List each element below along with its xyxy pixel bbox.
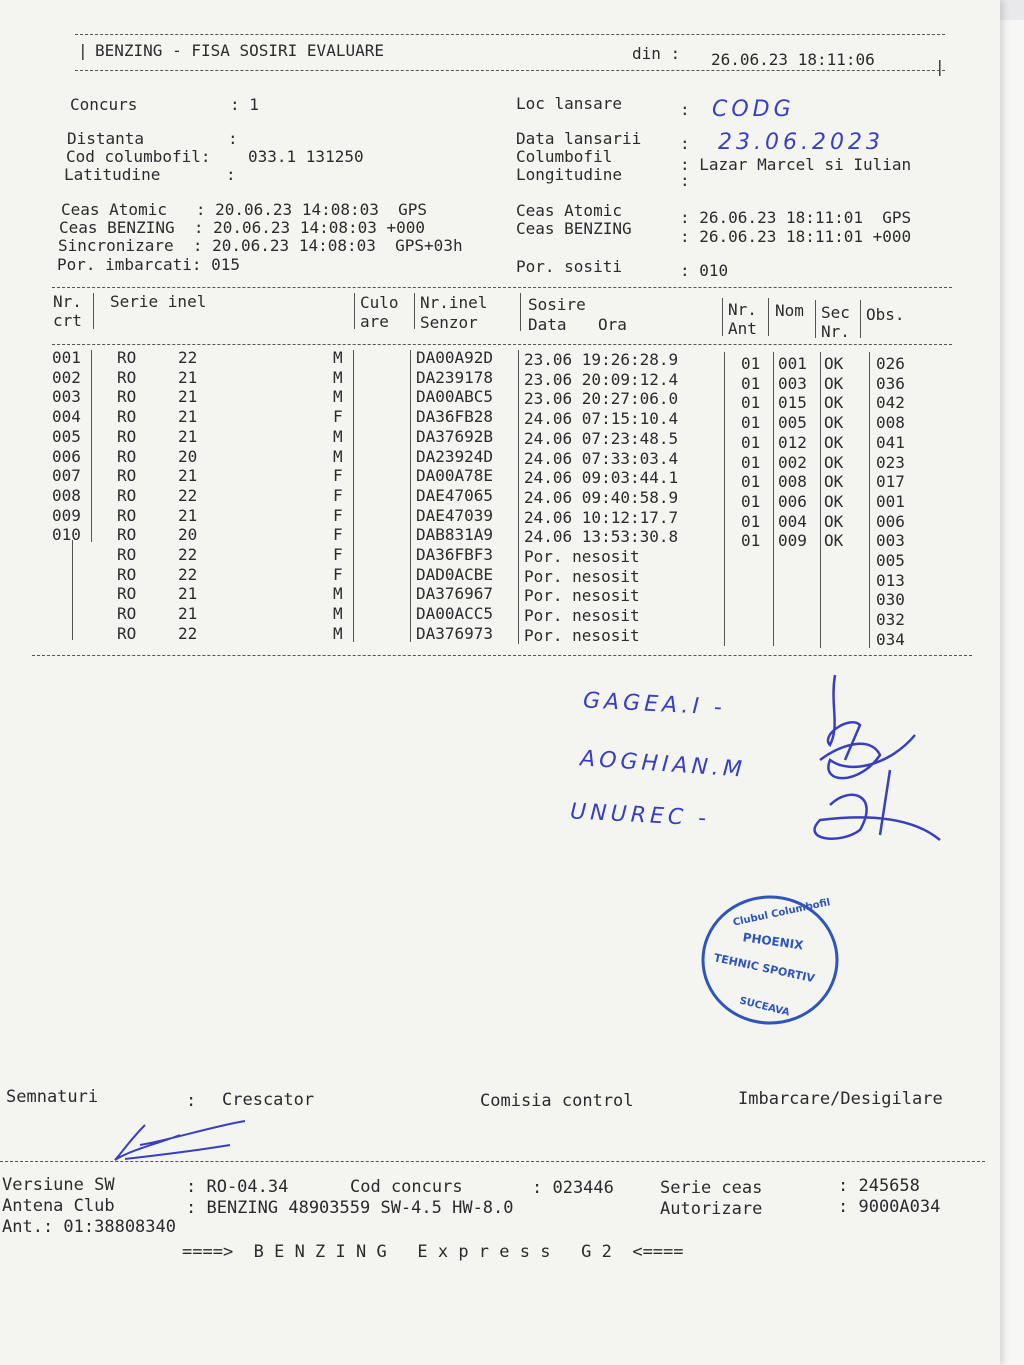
- row-year: 20: [178, 525, 198, 545]
- row-year: 21: [178, 466, 198, 486]
- columbofil-label: Columbofil: [516, 147, 613, 166]
- porumbei-sositi-value: : 010: [680, 261, 729, 280]
- body-divider-3: [410, 350, 411, 642]
- row-sensor-id: DAE47065: [416, 485, 494, 505]
- col-ora-header: Ora: [598, 315, 627, 334]
- handwritten-name-1: GAGEA.I -: [582, 688, 727, 721]
- semnaturi-sep: :: [186, 1091, 197, 1111]
- loc-lansare-handwritten: CODG: [712, 97, 795, 122]
- comisia-control-label: Comisia control: [480, 1091, 634, 1111]
- row-nom: 008: [778, 472, 807, 492]
- row-country: RO: [117, 505, 137, 525]
- row-obs: 026: [876, 354, 905, 373]
- row-obs: 003: [876, 531, 905, 551]
- row-arrival: 24.06 09:40:58.9: [524, 487, 679, 507]
- crescator-label: Crescator: [222, 1090, 315, 1110]
- row-sec: OK: [824, 432, 844, 452]
- row-obs: 008: [876, 413, 905, 433]
- semnaturi-label: Semnaturi: [6, 1087, 99, 1107]
- serie-ceas-value: : 245658: [838, 1176, 920, 1196]
- row-sensor-id: DA376973: [416, 623, 494, 643]
- row-sensor-id: DA00ABC5: [416, 387, 494, 407]
- stamp-line2: TEHNIC SPORTIV: [712, 951, 816, 986]
- row-sex: M: [333, 426, 343, 446]
- row-country: RO: [117, 407, 137, 427]
- row-antenna: 01: [741, 432, 761, 452]
- antena-club-label: Antena Club: [2, 1196, 115, 1216]
- col-senzor-header: Senzor: [420, 313, 478, 332]
- concurs-label: Concurs: [70, 95, 138, 114]
- row-nom: 005: [778, 413, 807, 433]
- row-nr: 004: [52, 407, 81, 427]
- header-rule-bottom: [75, 70, 945, 71]
- versiune-sw-label: Versiune SW: [2, 1175, 115, 1195]
- header-din-label: din :: [632, 44, 681, 63]
- data-lansarii-handwritten: 23.06.2023: [718, 130, 884, 155]
- cod-concurs-label: Cod concurs: [350, 1177, 463, 1197]
- row-arrival: 23.06 20:09:12.4: [524, 369, 679, 389]
- row-year: 21: [178, 604, 198, 624]
- row-sec: OK: [824, 413, 844, 433]
- sincronizare-line: Sincronizare : 20.06.23 14:08:03 GPS+03h: [58, 236, 463, 255]
- row-obs: 036: [876, 373, 905, 393]
- row-obs: 041: [876, 432, 905, 452]
- row-sex: M: [333, 623, 343, 643]
- ceas-atomic-end-value: : 26.06.23 18:11:01 GPS: [680, 208, 912, 227]
- col-culo-header: Culo: [360, 293, 399, 312]
- row-sensor-id: DA376967: [416, 584, 494, 604]
- row-country: RO: [117, 604, 137, 624]
- row-antenna: 01: [741, 413, 761, 433]
- row-arrival: 24.06 07:23:48.5: [524, 428, 679, 448]
- header-divider-3: [414, 293, 415, 329]
- row-obs: 032: [876, 610, 905, 630]
- row-year: 22: [178, 623, 198, 643]
- autorizare-label: Autorizare: [660, 1199, 763, 1219]
- antenna-id: Ant.: 01:38808340: [2, 1217, 176, 1237]
- col-secnr-header: Nr.: [821, 322, 850, 341]
- row-sensor-id: DA239178: [416, 367, 494, 387]
- row-obs: 023: [876, 452, 905, 472]
- row-arrival: Por. nesosit: [524, 547, 640, 566]
- row-sex: F: [333, 466, 343, 486]
- row-arrival: Por. nesosit: [524, 566, 640, 586]
- row-nr: 002: [52, 367, 81, 387]
- distanta-value: :: [228, 129, 238, 148]
- table-header-rule-top: [52, 287, 952, 288]
- col-sec-header: Sec: [821, 303, 850, 322]
- header-divider-2: [354, 293, 355, 329]
- row-sec: OK: [824, 452, 844, 472]
- row-year: 20: [178, 446, 198, 466]
- col-obs-header: Obs.: [866, 305, 905, 324]
- row-sex: M: [333, 604, 343, 624]
- stamp-bottom-text: SUCEAVA: [738, 995, 791, 1019]
- concurs-value: : 1: [230, 95, 259, 114]
- row-antenna: 01: [741, 491, 761, 511]
- header-datetime: 26.06.23 18:11:06: [711, 50, 875, 69]
- row-year: 22: [178, 348, 198, 367]
- row-year: 21: [178, 387, 198, 407]
- longitudine-label: Longitudine: [516, 165, 622, 184]
- latitudine-label: Latitudine: [64, 165, 161, 184]
- row-country: RO: [117, 387, 137, 407]
- row-arrival: 23.06 19:26:28.9: [524, 350, 679, 369]
- row-nom: 012: [778, 432, 807, 452]
- row-sensor-id: DA00ACC5: [416, 604, 494, 624]
- row-obs: 001: [876, 491, 905, 511]
- row-obs: 013: [876, 570, 905, 590]
- row-sec: OK: [824, 531, 844, 551]
- row-antenna: 01: [741, 511, 761, 531]
- columbofil-value: : Lazar Marcel si Iulian: [680, 155, 912, 174]
- row-nr: 010: [52, 525, 81, 545]
- header-divider-8: [860, 300, 861, 338]
- row-nr: 005: [52, 426, 81, 446]
- table-header-rule-bottom: [52, 344, 952, 345]
- row-antenna: 01: [741, 373, 761, 393]
- row-country: RO: [117, 584, 137, 604]
- body-divider-5: [724, 352, 725, 646]
- ceas-benzing-start: Ceas BENZING : 20.06.23 14:08:03 +000: [59, 218, 426, 237]
- row-country: RO: [117, 623, 137, 643]
- row-sex: F: [333, 564, 343, 584]
- row-obs: 042: [876, 393, 905, 413]
- handwritten-name-2: AOGHIAN.M: [579, 746, 747, 783]
- row-country: RO: [117, 426, 137, 446]
- data-lansarii-sep: :: [680, 134, 690, 153]
- row-arrival: 24.06 07:15:10.4: [524, 409, 679, 429]
- row-country: RO: [117, 564, 137, 584]
- document-title: BENZING - FISA SOSIRI EVALUARE: [95, 41, 384, 60]
- col-ant-header: Ant: [728, 319, 757, 338]
- row-nom: 001: [778, 354, 807, 373]
- row-sec: OK: [824, 393, 844, 413]
- row-nr: 003: [52, 387, 81, 407]
- row-arrival: 24.06 13:53:30.8: [524, 527, 679, 547]
- row-nom: 003: [778, 373, 807, 393]
- imbarcare-desigilare-label: Imbarcare/Desigilare: [738, 1089, 943, 1109]
- body-divider-1b: [72, 540, 73, 640]
- col-nrinel-header: Nr.inel: [420, 293, 488, 312]
- row-sex: M: [333, 584, 343, 604]
- row-sec: OK: [824, 354, 844, 373]
- row-nr: 008: [52, 485, 81, 505]
- row-sensor-id: DAB831A9: [416, 525, 494, 545]
- latitudine-value: :: [226, 165, 236, 184]
- row-obs: 006: [876, 511, 905, 531]
- row-sensor-id: DA23924D: [416, 446, 494, 466]
- row-sex: M: [333, 348, 343, 367]
- loc-lansare-sep: :: [680, 100, 690, 119]
- col-nrant-header: Nr.: [728, 300, 757, 319]
- row-arrival: 24.06 07:33:03.4: [524, 448, 679, 468]
- row-nom: 015: [778, 393, 807, 413]
- ceas-atomic-start: Ceas Atomic : 20.06.23 14:08:03 GPS: [61, 200, 428, 219]
- row-country: RO: [117, 367, 137, 387]
- row-sex: F: [333, 485, 343, 505]
- row-sex: M: [333, 446, 343, 466]
- row-arrival: Por. nesosit: [524, 606, 640, 626]
- row-sec: OK: [824, 491, 844, 511]
- row-sex: F: [333, 525, 343, 545]
- benzing-banner: ====> B E N Z I N G E x p r e s s G 2 <====: [182, 1242, 684, 1262]
- cod-columbofil-label: Cod columbofil:: [66, 147, 211, 166]
- row-country: RO: [117, 525, 137, 545]
- header-bar-left: |: [78, 41, 88, 60]
- row-year: 22: [178, 564, 198, 584]
- cod-concurs-value: : 023446: [532, 1178, 614, 1198]
- row-antenna: 01: [741, 531, 761, 551]
- header-bar-right: |: [935, 57, 945, 76]
- row-year: 21: [178, 407, 198, 427]
- body-divider-7: [820, 352, 821, 648]
- row-nom: 009: [778, 531, 807, 551]
- row-obs: 017: [876, 472, 905, 492]
- club-stamp: [700, 893, 840, 1028]
- row-arrival: 24.06 09:03:44.1: [524, 468, 679, 488]
- row-antenna: 01: [741, 393, 761, 413]
- ceas-benzing-end-value: : 26.06.23 18:11:01 +000: [680, 227, 912, 246]
- row-nr: 009: [52, 505, 81, 525]
- row-nr: 001: [52, 348, 81, 367]
- porumbei-imbarcati: Por. imbarcati: 015: [57, 255, 241, 274]
- handwritten-name-3: UNUREC -: [569, 799, 711, 832]
- row-year: 21: [178, 367, 198, 387]
- row-sex: M: [333, 387, 343, 407]
- row-sensor-id: DA37692B: [416, 426, 494, 446]
- header-divider-4: [520, 293, 521, 331]
- header-divider-7: [815, 300, 816, 338]
- row-arrival: Por. nesosit: [524, 625, 640, 645]
- row-year: 22: [178, 485, 198, 505]
- row-nr: 006: [52, 446, 81, 466]
- body-divider-8: [869, 352, 870, 648]
- row-sensor-id: DA36FBF3: [416, 545, 494, 564]
- row-year: 21: [178, 505, 198, 525]
- row-sec: OK: [824, 472, 844, 492]
- row-sex: M: [333, 367, 343, 387]
- row-obs: 034: [876, 629, 905, 649]
- col-nom-header: Nom: [775, 301, 804, 320]
- body-divider-4: [518, 350, 519, 644]
- row-antenna: 01: [741, 472, 761, 492]
- footer-rule: [0, 1161, 985, 1162]
- header-rule-top: [75, 34, 945, 35]
- stamp-top-text: Clubul Columbofil: [732, 897, 832, 929]
- longitudine-value: :: [680, 171, 690, 190]
- row-year: 22: [178, 545, 198, 564]
- row-sensor-id: DAE47039: [416, 505, 494, 525]
- row-arrival: 23.06 20:27:06.0: [524, 389, 679, 409]
- col-crt-header: crt: [53, 311, 82, 330]
- col-sosire-header: Sosire: [528, 295, 586, 314]
- header-divider-5: [722, 298, 723, 336]
- row-country: RO: [117, 466, 137, 486]
- row-sensor-id: DA36FB28: [416, 407, 494, 427]
- row-country: RO: [117, 545, 137, 564]
- stamp-line1: PHOENIX: [741, 930, 805, 953]
- header-divider-1: [93, 293, 94, 329]
- row-nom: 006: [778, 491, 807, 511]
- porumbei-sositi-label: Por. sositi: [516, 257, 622, 276]
- row-country: RO: [117, 348, 137, 367]
- antena-club-value: : BENZING 48903559 SW-4.5 HW-8.0: [186, 1198, 514, 1218]
- row-antenna: 01: [741, 452, 761, 472]
- row-sex: F: [333, 407, 343, 427]
- col-nr-header: Nr.: [53, 292, 82, 311]
- row-sensor-id: DAD0ACBE: [416, 564, 494, 584]
- header-divider-6: [768, 298, 769, 336]
- loc-lansare-label: Loc lansare: [516, 94, 622, 113]
- body-divider-6: [773, 352, 774, 646]
- ceas-benzing-end-label: Ceas BENZING: [516, 219, 632, 238]
- distanta-label: Distanta: [67, 129, 145, 148]
- row-obs: 030: [876, 590, 905, 610]
- row-sensor-id: DA00A78E: [416, 466, 494, 486]
- data-lansarii-label: Data lansarii: [516, 129, 642, 148]
- col-are-header: are: [360, 312, 389, 331]
- row-nom: 004: [778, 511, 807, 531]
- commission-signatures: [760, 665, 950, 875]
- ceas-atomic-end-label: Ceas Atomic: [516, 201, 622, 220]
- serie-ceas-label: Serie ceas: [660, 1178, 763, 1198]
- table-bottom-rule: [32, 655, 972, 656]
- body-divider-1: [91, 350, 92, 542]
- row-arrival: Por. nesosit: [524, 586, 640, 606]
- row-sec: OK: [824, 511, 844, 531]
- row-nr: 007: [52, 466, 81, 486]
- col-serie-header: Serie inel: [110, 292, 207, 311]
- body-divider-2: [353, 350, 354, 642]
- row-sex: F: [333, 545, 343, 564]
- row-country: RO: [117, 485, 137, 505]
- row-antenna: 01: [741, 354, 761, 373]
- cod-columbofil-value: 033.1 131250: [248, 147, 364, 166]
- row-obs: 005: [876, 551, 905, 570]
- col-data-header: Data: [528, 315, 567, 334]
- row-arrival: 24.06 10:12:17.7: [524, 507, 679, 527]
- row-sensor-id: DA00A92D: [416, 348, 494, 367]
- row-year: 21: [178, 426, 198, 446]
- row-year: 21: [178, 584, 198, 604]
- row-sex: F: [333, 505, 343, 525]
- row-sec: OK: [824, 373, 844, 393]
- versiune-sw-value: : RO-04.34: [186, 1177, 289, 1197]
- row-nom: 002: [778, 452, 807, 472]
- row-country: RO: [117, 446, 137, 466]
- autorizare-value: : 9000A034: [838, 1197, 941, 1217]
